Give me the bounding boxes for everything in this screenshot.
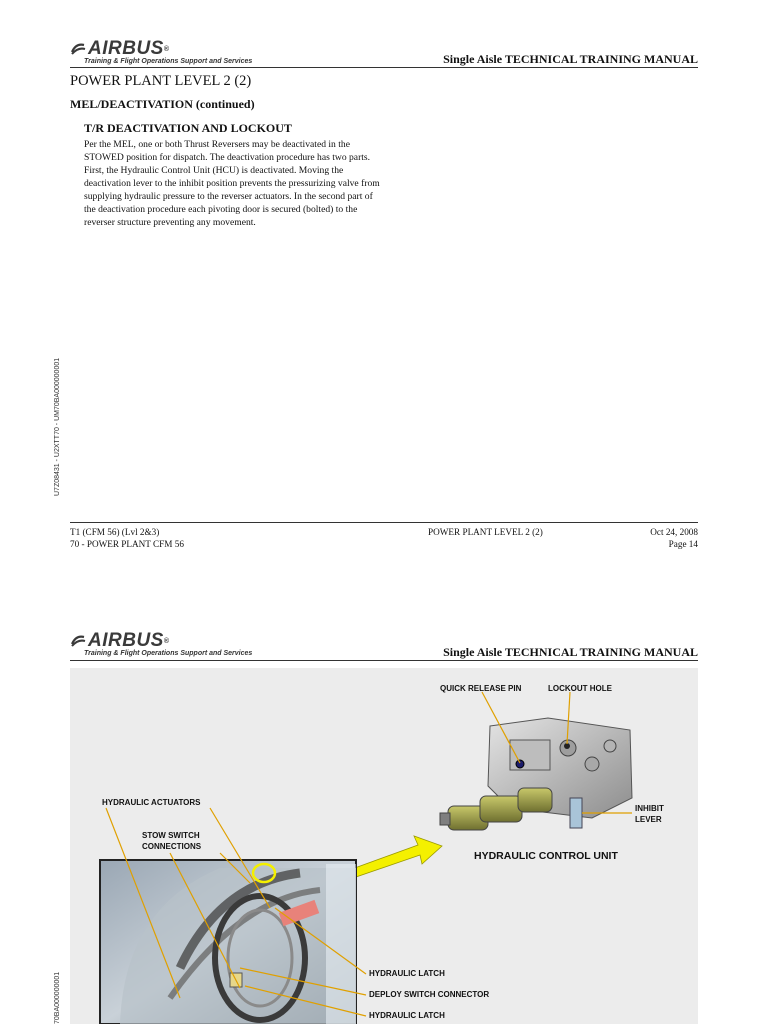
label-stow-switch-connections [142, 830, 201, 852]
logo-wordmark: AIRBUS [88, 38, 164, 59]
manual-title-page2: Single Aisle TECHNICAL TRAINING MANUAL [443, 645, 698, 659]
logo-subtitle: Training & Flight Operations Support and Services [84, 58, 253, 65]
footer-chapter: 70 - POWER PLANT CFM 56 [70, 539, 184, 549]
footer-center: POWER PLANT LEVEL 2 (2) [428, 527, 543, 537]
logo-registered-mark: ® [163, 637, 170, 645]
footer-page-number: Page 14 [668, 539, 698, 549]
label-inhibit-lever-line2: LEVER [635, 815, 662, 824]
logo-wordmark: AIRBUS [88, 630, 164, 651]
label-stow-switch-line2: CONNECTIONS [142, 842, 202, 851]
header-rule [70, 67, 698, 68]
footer-course: T1 (CFM 56) (Lvl 2&3) [70, 527, 160, 537]
quick-release-pin-marker [516, 760, 524, 768]
airbus-swirl-icon [70, 634, 86, 648]
subsection-heading: T/R DEACTIVATION AND LOCKOUT [84, 121, 292, 135]
thrust-reverser-photo [100, 860, 356, 1024]
label-inhibit-lever-line1: INHIBIT [635, 804, 664, 813]
label-lockout-hole: LOCKOUT HOLE [548, 684, 612, 693]
header-rule-page2 [70, 660, 698, 661]
body-paragraph: Per the MEL, one or both Thrust Reversers may be deactivated in the STOWED position for dispatch. The deactivation procedure has two parts. First, the Hydraulic Control Unit (HCU) is deactivated. Moving the deactivation lever to the inhibit position prevents the pressurizing valve from supplying hydraulic pressure to the reverser actuators. In the second part of the deactivation procedure each pivoting door is secured (bolted) to the reverser structure preventing any movement. [84, 139, 380, 228]
airbus-logo-page2 [70, 630, 252, 657]
airbus-logo [70, 38, 252, 65]
footer-rule [70, 522, 698, 523]
label-quick-release-pin: QUICK RELEASE PIN [440, 684, 522, 693]
footer-date: Oct 24, 2008 [650, 527, 698, 537]
footer-right [650, 526, 698, 550]
label-hydraulic-latch-upper: HYDRAULIC LATCH [369, 969, 445, 978]
label-hydraulic-control-unit: HYDRAULIC CONTROL UNIT [474, 850, 618, 862]
logo-subtitle: Training & Flight Operations Support and Services [84, 650, 253, 657]
label-stow-switch-line1: STOW SWITCH [142, 831, 200, 840]
page-title: POWER PLANT LEVEL 2 (2) [70, 73, 252, 89]
side-document-code: U7Z08431 - U2XTT70 - UM70BA000000001 [54, 357, 61, 496]
label-deploy-switch-connector: DEPLOY SWITCH CONNECTOR [369, 990, 490, 999]
side-document-code-page2: 70BA000000001 [54, 971, 61, 1024]
footer-left [70, 526, 184, 550]
section-heading: MEL/DEACTIVATION (continued) [70, 97, 255, 111]
logo-registered-mark: ® [163, 45, 170, 53]
label-inhibit-lever [635, 803, 664, 825]
manual-title: Single Aisle TECHNICAL TRAINING MANUAL [443, 52, 698, 66]
airbus-swirl-icon [70, 42, 86, 56]
label-hydraulic-actuators: HYDRAULIC ACTUATORS [102, 798, 201, 807]
label-hydraulic-latch-lower: HYDRAULIC LATCH [369, 1011, 445, 1020]
